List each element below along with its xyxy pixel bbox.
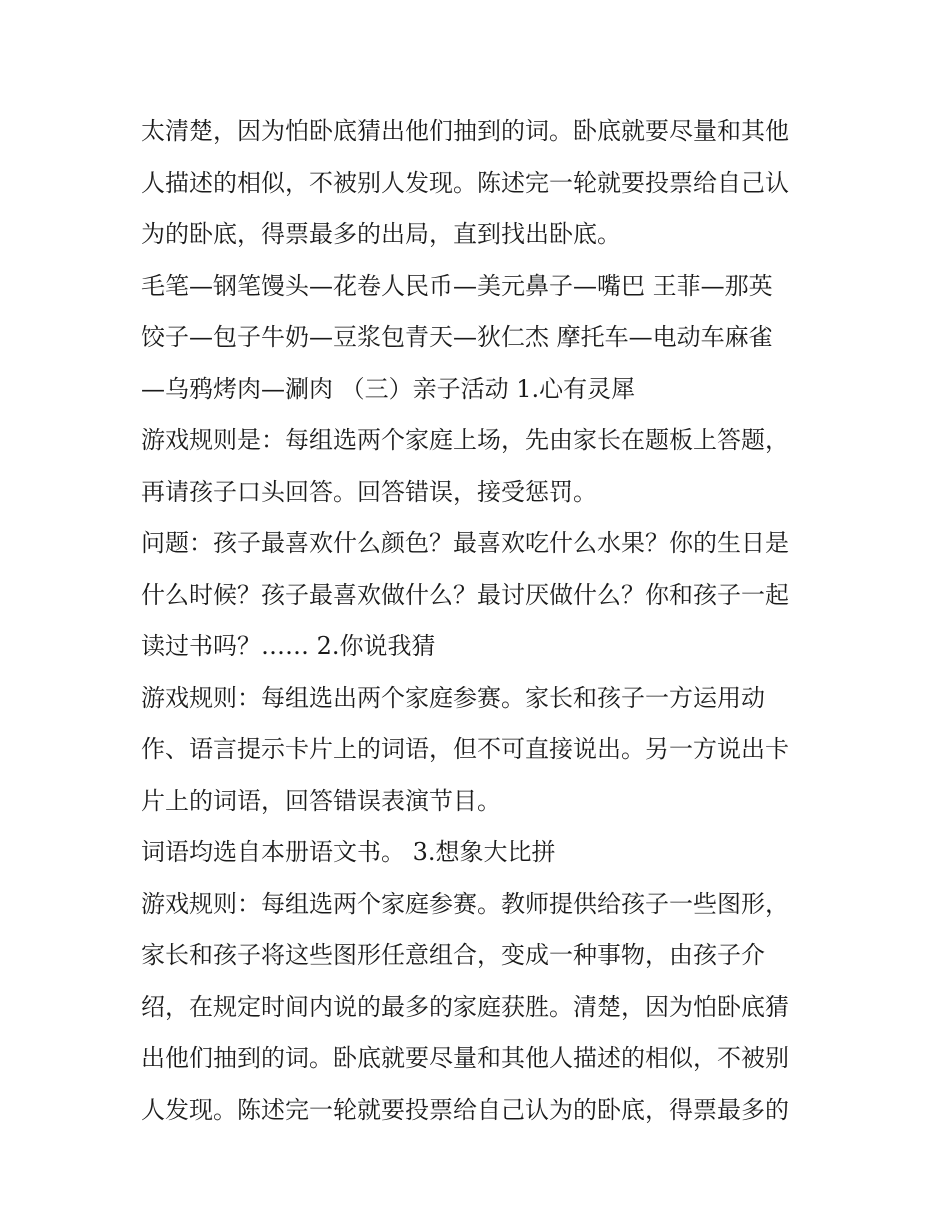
text-line: 家长和孩子将这些图形任意组合，变成一种事物，由孩子介	[141, 941, 765, 969]
text-line: 词语均选自本册语文书。 3.想象大比拼	[141, 838, 556, 866]
text-line: 太清楚，因为怕卧底猜出他们抽到的词。卧底就要尽量和其他	[141, 117, 789, 145]
text-line: 作、语言提示卡片上的词语，但不可直接说出。另一方说出卡	[141, 735, 789, 763]
text-line: 毛笔—钢笔馒头—花卷人民币—美元鼻子—嘴巴 王菲—那英	[141, 271, 773, 300]
text-line: 人发现。陈述完一轮就要投票给自己认为的卧底，得票最多的	[141, 1095, 789, 1124]
text-line: 人描述的相似，不被别人发现。陈述完一轮就要投票给自己认	[141, 168, 789, 197]
text-line: 游戏规则是：每组选两个家庭上场，先由家长在题板上答题，	[141, 426, 789, 454]
text-line: 片上的词语，回答错误表演节目。	[141, 786, 501, 815]
text-line: 读过书吗？…… 2.你说我猜	[141, 632, 436, 660]
text-line: 问题：孩子最喜欢什么颜色？最喜欢吃什么水果？你的生日是	[141, 529, 789, 557]
text-line: 游戏规则：每组选出两个家庭参赛。家长和孩子一方运用动	[141, 683, 765, 712]
text-line: 饺子—包子牛奶—豆浆包青天—狄仁杰 摩托车—电动车麻雀	[141, 323, 773, 351]
text-line: 什么时候？孩子最喜欢做什么？最讨厌做什么？你和孩子一起	[141, 580, 789, 609]
text-line: —乌鸦烤肉—涮肉 （三）亲子活动 1.心有灵犀	[141, 374, 636, 403]
text-line: 出他们抽到的词。卧底就要尽量和其他人描述的相似，不被别	[141, 1044, 789, 1072]
text-line: 绍，在规定时间内说的最多的家庭获胜。清楚，因为怕卧底猜	[141, 992, 789, 1021]
text-line: 为的卧底，得票最多的出局，直到找出卧底。	[141, 220, 621, 248]
text-line: 游戏规则：每组选两个家庭参赛。教师提供给孩子一些图形，	[141, 889, 789, 918]
document-body	[141, 106, 821, 1136]
text-line: 再请孩子口头回答。回答错误，接受惩罚。	[141, 477, 597, 506]
